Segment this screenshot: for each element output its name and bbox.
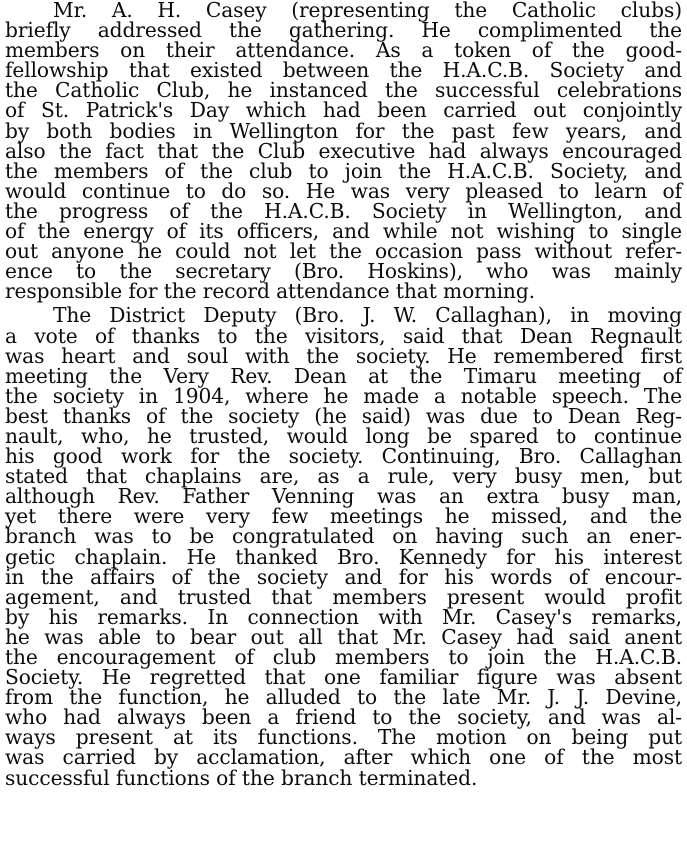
text-line: would continue to do so. He was very pleased to learn of: [5, 178, 682, 203]
text-line: ence to the secretary (Bro. Hoskins), who was mainly: [5, 259, 682, 284]
text-line: although Rev. Father Venning was an extra busy man,: [5, 484, 682, 509]
text-line: the encouragement of club members to join the H.A.C.B.: [5, 645, 682, 669]
text-line: a vote of thanks to the visitors, said that Dean Regnault: [5, 323, 682, 348]
text-line: ways present at its functions. The motion on being put: [5, 725, 682, 750]
text-line: members on their attendance. As a token of the good-: [5, 38, 682, 63]
article-text: [5, 0, 682, 788]
text-line: the members of the club to join the H.A.C.B. Society, and: [5, 158, 682, 183]
text-line: branch was to be congratulated on having such an ener-: [5, 524, 682, 549]
text-line: Mr. A. H. Casey (representing the Catholic clubs): [53, 0, 682, 22]
text-line: the society in 1904, where he made a notable speech. The: [5, 383, 682, 408]
text-line: agement, and trusted that members present would profit: [5, 584, 682, 609]
text-line: of the energy of its officers, and while not wishing to single: [5, 219, 682, 244]
paragraph-casey: [5, 0, 682, 304]
text-line: briefly addressed the gathering. He complimented the: [5, 18, 682, 43]
text-line: Society. He regretted that one familiar figure was absent: [5, 665, 682, 690]
text-line: yet there were very few meetings he missed, and the: [5, 504, 682, 529]
text-line: his good work for the society. Continuing, Bro. Callaghan: [5, 444, 682, 469]
text-line: getic chaplain. He thanked Bro. Kennedy for his interest: [5, 544, 682, 569]
text-line: meeting the Very Rev. Dean at the Timaru meeting of: [5, 363, 682, 388]
text-line: was carried by acclamation, after which one of the most: [5, 745, 682, 770]
paragraph-callaghan: [5, 303, 682, 790]
text-line: by his remarks. In connection with Mr. Casey's remarks,: [5, 604, 682, 629]
text-line: who had always been a friend to the society, and was al-: [5, 705, 682, 730]
text-line: also the fact that the Club executive had always encouraged: [5, 138, 682, 163]
text-line: successful functions of the branch terminated.: [5, 765, 478, 790]
text-line: the Catholic Club, he instanced the successful celebrations: [5, 78, 682, 103]
text-line: out anyone he could not let the occasion pass without refer-: [5, 239, 682, 264]
text-line: best thanks of the society (he said) was due to Dean Reg-: [5, 403, 682, 428]
text-line: by both bodies in Wellington for the past few years, and: [5, 118, 682, 143]
text-line: from the function, he alluded to the late Mr. J. J. Devine,: [5, 685, 682, 710]
text-line: responsible for the record attendance that morning.: [5, 279, 535, 304]
text-line: nault, who, he trusted, would long be spared to continue: [5, 423, 682, 448]
text-line: the progress of the H.A.C.B. Society in Wellington, and: [5, 198, 682, 223]
text-line: in the affairs of the society and for his words of encour-: [5, 564, 682, 589]
text-line: of St. Patrick's Day which had been carried out conjointly: [5, 98, 682, 123]
text-line: fellowship that existed between the H.A.C.B. Society and: [5, 58, 682, 83]
text-line: was heart and soul with the society. He remembered first: [5, 343, 682, 368]
text-line: stated that chaplains are, as a rule, very busy men, but: [5, 464, 682, 489]
text-line: The District Deputy (Bro. J. W. Callaghan), in moving: [53, 303, 682, 328]
text-line: he was able to bear out all that Mr. Casey had said anent: [5, 624, 682, 649]
